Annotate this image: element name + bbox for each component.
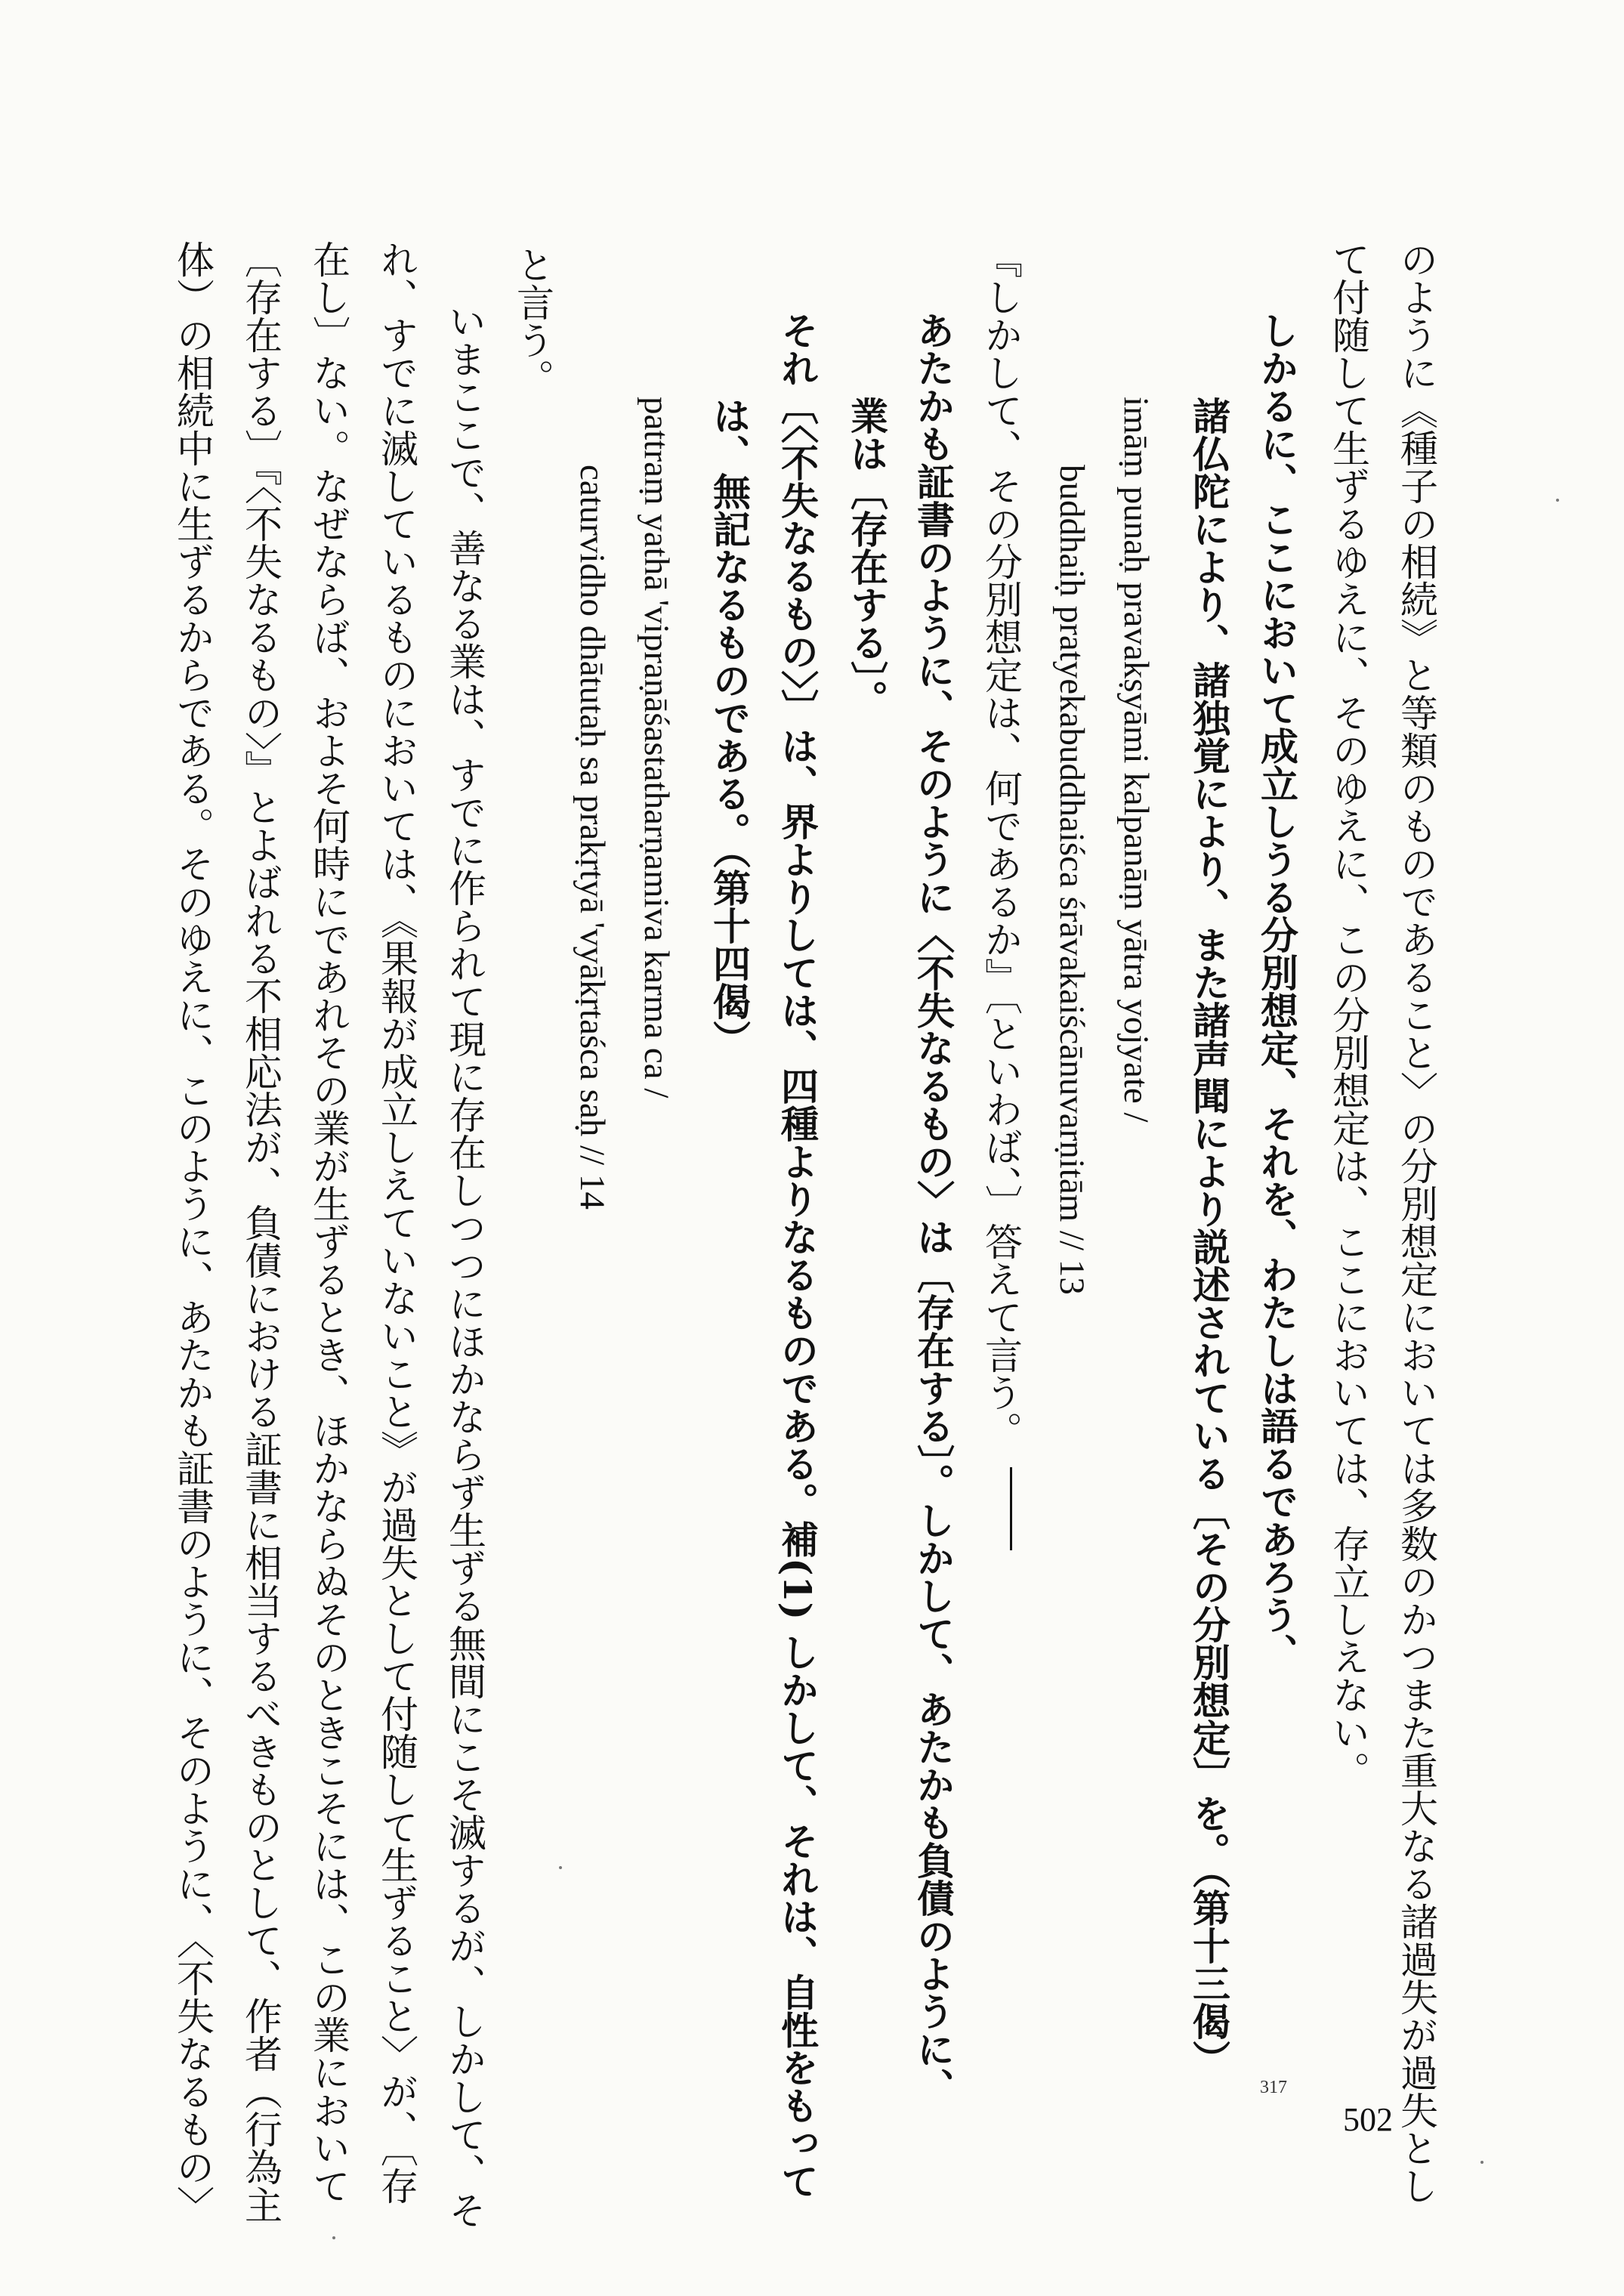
verse-column-14c: それ〔〈不失なるもの〉〕は、界よりしては、四種よりなるものである。補(1) しかして、それは、自性をもって: [775, 311, 820, 2200]
verse-column-13a: しかるに、ここにおいて成立しうる分別想定、それを、わたしは語るであろう、: [1255, 311, 1299, 1671]
verse-column-14d: は、無記なるものである。（第十四偈）: [707, 397, 752, 1058]
sanskrit-column-13a: imāṃ punaḥ pravakṣyāmi kalpanāṃ yātra yojyate /: [1116, 397, 1156, 1123]
scan-speck: [1556, 499, 1559, 502]
commentary-column-3: 在し〕ない。なぜならば、およそ何時にであれその業が生ずるとき、ほかならぬそのときこそには、この業において: [307, 240, 350, 2205]
text-column-question: [979, 240, 1023, 1550]
scan-speck: [559, 1866, 562, 1869]
page-number: 502: [1343, 2101, 1393, 2138]
sanskrit-column-14a: pattraṃ yathā 'vipraṇāśastatharṇamiva karma ca /: [637, 397, 676, 1099]
text-column-1: のように《種子の相続》と等類のものであること〉の分別想定においては多数のかつまた重大なる諸過失が過失とし: [1394, 240, 1438, 2205]
small-page-number: 317: [1260, 2078, 1287, 2097]
question-text: 『しかして、その分別想定は、何であるか』〔といわば、〕答えて言う。: [979, 240, 1023, 1449]
sanskrit-column-14b: caturvidho dhātutaḥ sa prakṛtyā 'vyākṛtaśca saḥ // 14: [573, 465, 612, 1210]
sanskrit-column-13b: buddhaiḥ pratyekabuddhaiśca śrāvakaiścānuvarṇitām // 13: [1052, 465, 1091, 1295]
text-column-iu: と言う。: [511, 246, 554, 397]
scan-speck: [1480, 2161, 1484, 2164]
verse-column-13b: 諸仏陀により、諸独覚により、また諸声聞により説述されている〔その分別想定〕を。（第十三偈）: [1187, 397, 1231, 2078]
scan-speck: [332, 2236, 335, 2239]
dash-rule: [1010, 1467, 1012, 1550]
commentary-column-2: れ、すでに滅しているものにおいては、《果報が成立しえていないこと》が過失として付随して生ずること〉が、〔存: [375, 240, 418, 2205]
verse-column-14a: あたかも証書のように、そのように〈不失なるもの〉は〔存在する〕。しかして、あたかも負債のように、: [911, 311, 956, 2106]
verse-column-14b: 業は〔存在する〕。: [844, 397, 889, 718]
commentary-column-1: いまここで、善なる業は、すでに作られて現に存在しつつにほかならず生ずる無間にこそ滅するが、しかして、そ: [443, 302, 486, 2229]
commentary-column-5: 体）の相続中に生ずるからである。そのゆえに、このように、あたかも証書のように、そのように、〈不失なるもの〉: [171, 240, 215, 2223]
commentary-column-4: 〔存在する〕『〈不失なるもの〉』とよばれる不相応法が、負債における証書に相当するべきものとして、作者（行為主: [239, 240, 283, 2223]
text-column-2: て付随して生ずるゆえに、そのゆえに、この分別想定は、ここにおいては、存立しえない。: [1326, 240, 1370, 1789]
